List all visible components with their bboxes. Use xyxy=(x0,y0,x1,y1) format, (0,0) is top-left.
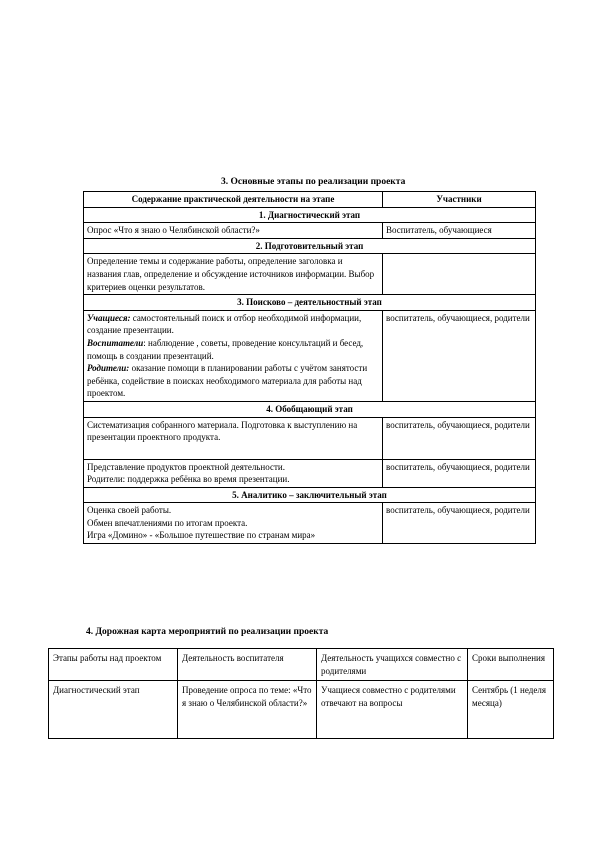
header-participants: Участники xyxy=(383,192,536,208)
stage4-line-1: Представление продуктов проектной деятельности. xyxy=(87,461,285,472)
parents-label: Родители: xyxy=(87,363,130,374)
header-content: Содержание практической деятельности на этапе xyxy=(84,192,383,208)
stage3-participants: воспитатель, обучающиеся, родители xyxy=(383,310,536,401)
header-stages: Этапы работы над проектом xyxy=(49,649,178,681)
stage5-participants: воспитатель, обучающиеся, родители xyxy=(383,503,536,544)
roadmap-deadline: Сентябрь (1 неделя месяца) xyxy=(468,681,554,739)
teachers-text: : наблюдение , советы, проведение консультаций и бесед, помощь в создании презентаций. xyxy=(87,337,364,361)
roadmap-stage: Диагностический этап xyxy=(49,681,178,739)
parents-text: оказание помощи в планировании работы с учётом занятости ребёнка, содействие в поисках необходимого материала для работы над проектом. xyxy=(87,363,368,399)
stage-title-row xyxy=(84,401,536,417)
roadmap-teacher: Проведение опроса по теме: «Что я знаю о Челябинской области?» xyxy=(178,681,317,739)
stage1-title: 1. Диагностический этап xyxy=(84,207,536,223)
stage4-content-1: Систематизация собранного материала. Подготовка к выступлению на презентации проектного продукта. xyxy=(84,417,383,459)
table-row xyxy=(49,681,554,739)
teachers-label: Воспитатели xyxy=(87,337,144,348)
table-header-row xyxy=(49,649,554,681)
stage5-content xyxy=(84,503,383,544)
stage-title-row xyxy=(84,238,536,254)
stage5-line-2: Обмен впечатлениями по итогам проекта. xyxy=(87,517,248,528)
stage-title-row xyxy=(84,487,536,503)
stage1-content: Опрос «Что я знаю о Челябинской области?» xyxy=(84,223,383,239)
table-row xyxy=(84,459,536,487)
roadmap-students: Учащиеся совместно с родителями отвечают на вопросы xyxy=(317,681,468,739)
header-deadlines: Сроки выполнения xyxy=(468,649,554,681)
students-label: Учащиеся: xyxy=(87,312,131,323)
stage4-participants-2: воспитатель, обучающиеся, родители xyxy=(383,459,536,487)
stage2-title: 2. Подготовительный этап xyxy=(84,238,536,254)
stage3-content xyxy=(84,310,383,401)
stage2-content: Определение темы и содержание работы, определение заголовка и названия глав, определение и обсуждение источников информации. Выбор критериев оценки результатов. xyxy=(84,254,383,295)
header-teacher-activity: Деятельность воспитателя xyxy=(178,649,317,681)
project-stages-table xyxy=(83,191,536,544)
table-row xyxy=(84,417,536,459)
stage4-participants-1: воспитатель, обучающиеся, родители xyxy=(383,417,536,459)
table-header-row xyxy=(84,192,536,208)
stage3-title: 3. Поисково – деятельностный этап xyxy=(84,295,536,311)
table-row xyxy=(84,223,536,239)
roadmap-table xyxy=(48,648,554,739)
stage1-participants: Воспитатель, обучающиеся xyxy=(383,223,536,239)
stage4-title: 4. Обобщающий этап xyxy=(84,401,536,417)
table-row xyxy=(84,310,536,401)
stage2-participants xyxy=(383,254,536,295)
stage-title-row xyxy=(84,295,536,311)
section-title-stages: 3. Основные этапы по реализации проекта xyxy=(221,177,406,187)
section-title-roadmap: 4. Дорожная карта мероприятий по реализации проекта xyxy=(86,627,329,637)
stage4-content-2 xyxy=(84,459,383,487)
stage5-line-3: Игра «Домино» - «Большое путешествие по странам мира» xyxy=(87,530,316,541)
table-row xyxy=(84,503,536,544)
table-row xyxy=(84,254,536,295)
stage5-title: 5. Аналитико – заключительный этап xyxy=(84,487,536,503)
stage4-line-2: Родители: поддержка ребёнка во время презентации. xyxy=(87,474,290,485)
students-text: самостоятельный поиск и отбор необходимой информации, создание презентации. xyxy=(87,312,362,336)
header-students-activity: Деятельность учащихся совместно с родителями xyxy=(317,649,468,681)
stage-title-row xyxy=(84,207,536,223)
stage5-line-1: Оценка своей работы. xyxy=(87,505,172,516)
